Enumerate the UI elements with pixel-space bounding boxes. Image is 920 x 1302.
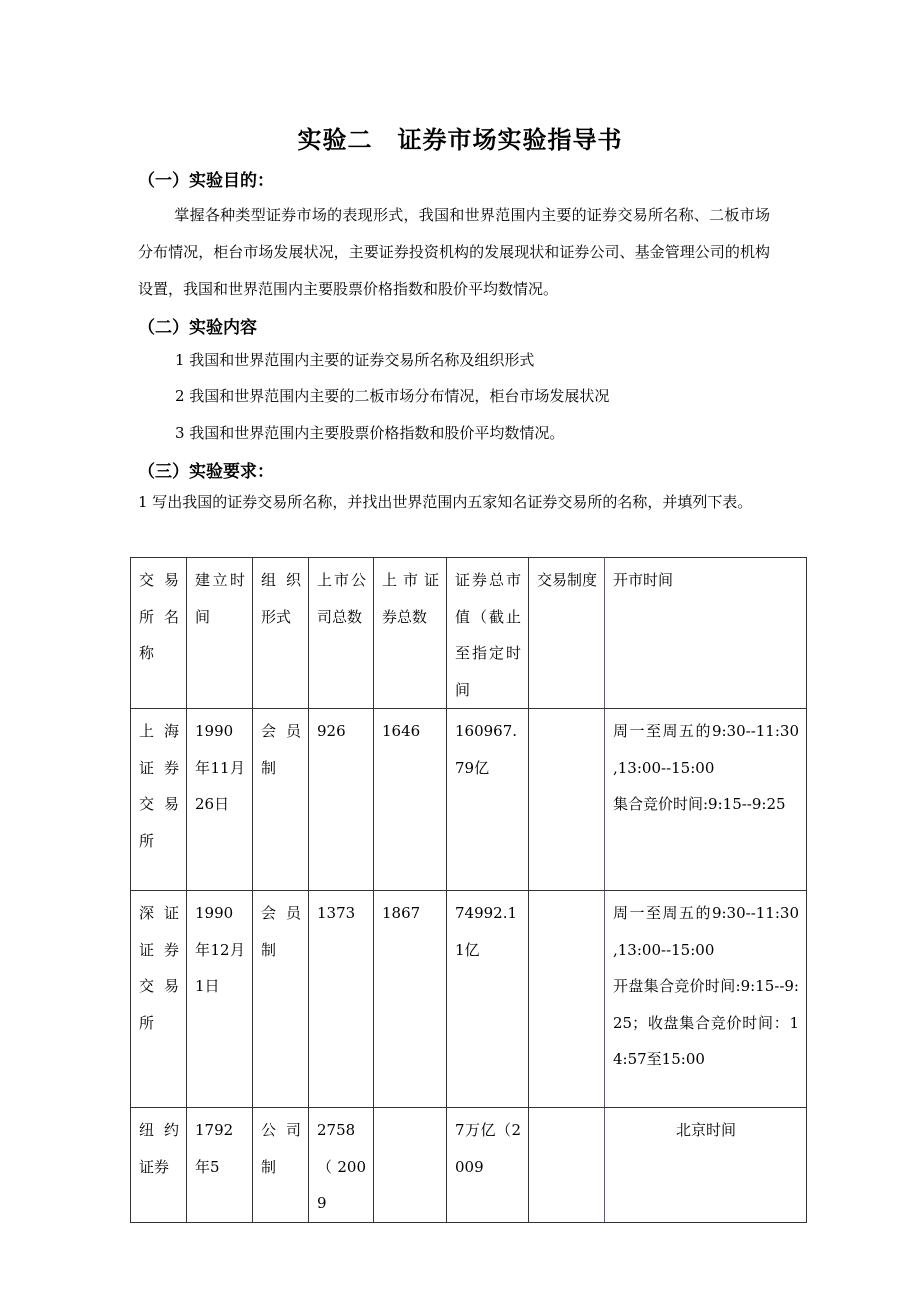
table-row [131, 1108, 807, 1223]
table-cell: 公司制 [253, 1108, 309, 1223]
content-item: 1 我国和世界范围内主要的证券交易所名称及组织形式 [175, 351, 535, 369]
table-cell [529, 891, 605, 1108]
table-header-row [131, 558, 807, 709]
table-cell: 1646 [374, 709, 447, 891]
table-header-cell: 上市公司总数 [309, 558, 374, 709]
table-cell: 北京时间 [605, 1108, 807, 1223]
table-cell: 1792年5 [187, 1108, 253, 1223]
table-header-cell: 组织形式 [253, 558, 309, 709]
table-cell: 1373 [309, 891, 374, 1108]
content-item: 2 我国和世界范围内主要的二板市场分布情况，柜台市场发展状况 [175, 387, 610, 405]
exchange-table [130, 557, 807, 1223]
table-row [131, 891, 807, 1108]
table-cell: 926 [309, 709, 374, 891]
table-cell: 会员制 [253, 709, 309, 891]
table-cell [529, 1108, 605, 1223]
table-cell: 1990年11月26日 [187, 709, 253, 891]
table-header-cell: 开市时间 [605, 558, 807, 709]
table-cell: 1990年12月1日 [187, 891, 253, 1108]
section-heading-requirements: （三）实验要求： [138, 462, 274, 482]
section-heading-purpose: （一）实验目的： [138, 171, 274, 191]
table-header-cell: 建立时间 [187, 558, 253, 709]
table-cell: 160967.79亿 [447, 709, 529, 891]
table-row [131, 709, 807, 891]
table-cell: 1867 [374, 891, 447, 1108]
table-cell: 74992.11亿 [447, 891, 529, 1108]
table-cell: 2758（2009 [309, 1108, 374, 1223]
section-heading-content: （二）实验内容 [138, 318, 257, 338]
table-cell: 周一至周五的9:30--11:30 ,13:00--15:00 开盘集合竞价时间:9:15--9:25；收盘集合竞价时间：14:57至15:00 [605, 891, 807, 1108]
table-header-cell: 上市证券总数 [374, 558, 447, 709]
purpose-paragraph [138, 197, 770, 308]
table-cell: 深证证券交易所 [131, 891, 187, 1108]
table-cell: 周一至周五的9:30--11:30 ,13:00--15:00 集合竞价时间:9:15--9:25 [605, 709, 807, 891]
table-cell [374, 1108, 447, 1223]
table-cell: 上海证券交易所 [131, 709, 187, 891]
table-cell: 7万亿（2009 [447, 1108, 529, 1223]
content-item: 3 我国和世界范围内主要股票价格指数和股价平均数情况。 [175, 424, 565, 442]
table-cell [529, 709, 605, 891]
requirements-paragraph: 1 写出我国的证券交易所名称，并找出世界范围内五家知名证券交易所的名称，并填列下表。 [138, 493, 753, 511]
table-header-cell: 交易所名称 [131, 558, 187, 709]
table-cell: 会员制 [253, 891, 309, 1108]
table-header-cell: 交易制度 [529, 558, 605, 709]
page-title: 实验二 证券市场实验指导书 [297, 126, 623, 154]
purpose-text: 掌握各种类型证券市场的表现形式，我国和世界范围内主要的证券交易所名称、二板市场分布情况，柜台市场发展状况，主要证券投资机构的发展现状和证券公司、基金管理公司的机构设置，我国和世界范围内主要股票价格指数和股价平均数情况。 [138, 206, 770, 298]
table-cell: 纽约证券 [131, 1108, 187, 1223]
table-header-cell: 证券总市值（截止至指定时间 [447, 558, 529, 709]
